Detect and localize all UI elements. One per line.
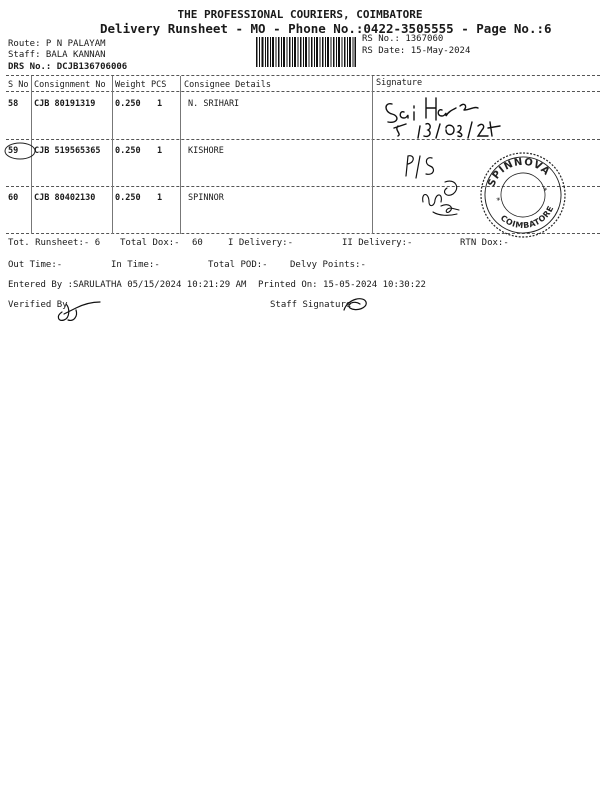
delvy-points: Delvy Points:-: [290, 260, 366, 270]
total-pod: Total POD:-: [208, 260, 268, 270]
printed-on: Printed On: 15-05-2024 10:30:22: [258, 280, 426, 290]
column-divider: [112, 76, 113, 234]
staff-signature-mark: [338, 292, 374, 316]
col-header-consignment: Consignment No: [34, 80, 106, 90]
col-header-pcs: PCS: [151, 80, 167, 90]
staff-label: Staff: BALA KANNAN: [8, 50, 106, 60]
row-sno: 60: [8, 193, 19, 203]
row-sno: 59: [8, 146, 19, 156]
row-sno: 58: [8, 99, 19, 109]
drs-number: DRS No.: DCJB136706006: [8, 62, 128, 72]
col-header-signature: Signature: [376, 78, 423, 88]
rs-number: RS No.: 1367060: [362, 34, 444, 44]
svg-text:*: *: [495, 195, 502, 206]
i-delivery: I Delivery:-: [228, 238, 294, 248]
row-pcs: 1: [157, 193, 163, 203]
column-divider: [180, 76, 181, 234]
svg-text:*: *: [542, 185, 549, 196]
handwritten-signature-srihari: [380, 92, 510, 140]
handwritten-circle-mark: [2, 140, 38, 162]
out-time: Out Time:-: [8, 260, 63, 270]
verified-by-label: Verified By: [8, 300, 68, 310]
row-consignee: SPINNOR: [188, 193, 224, 203]
row-pcs: 1: [157, 146, 163, 156]
route-label: Route: P N PALAYAM: [8, 39, 106, 49]
rs-date: RS Date: 15-May-2024: [362, 46, 471, 56]
svg-text:COIMBATORE: COIMBATORE: [498, 204, 556, 231]
row-pcs: 1: [157, 99, 163, 109]
rtn-dox: RTN Dox:-: [460, 238, 509, 248]
ii-delivery: II Delivery:-: [342, 238, 413, 248]
barcode: [256, 37, 356, 67]
column-divider: [372, 76, 373, 234]
row-divider: [6, 139, 600, 140]
col-header-weight: Weight: [115, 80, 146, 90]
in-time: In Time:-: [111, 260, 160, 270]
row-consignment: CJB 80191319: [34, 99, 96, 109]
tot-runsheet: Tot. Runsheet:- 6: [8, 238, 101, 248]
runsheet-title: Delivery Runsheet - MO - Phone No.:0422-3505555 - Page No.:6: [100, 21, 552, 36]
col-header-sno: S No: [8, 80, 29, 90]
total-dox-label: Total Dox:-: [120, 238, 180, 248]
handwritten-signature-spinnor: [415, 172, 467, 220]
row-weight: 0.250: [115, 193, 141, 203]
entered-by: Entered By :SARULATHA 05/15/2024 10:21:29 AM: [8, 280, 247, 290]
row-weight: 0.250: [115, 99, 141, 109]
total-dox-value: 60: [192, 238, 203, 248]
col-header-consignee: Consignee Details: [184, 80, 271, 90]
row-consignment: CJB 80402130: [34, 193, 96, 203]
verified-by-signature: [54, 294, 102, 324]
company-title: THE PROFESSIONAL COURIERS, COIMBATORE: [177, 8, 423, 21]
row-consignment: CJB 519565365: [34, 146, 101, 156]
table-top-border: [6, 75, 600, 76]
company-stamp: [478, 150, 568, 240]
table-header-border: [6, 91, 600, 92]
row-consignee: KISHORE: [188, 146, 224, 156]
row-weight: 0.250: [115, 146, 141, 156]
staff-signature-label: Staff Signature: [270, 300, 352, 310]
row-consignee: N. SRIHARI: [188, 99, 240, 109]
svg-text:SPINNOVA: SPINNOVA: [486, 156, 553, 189]
